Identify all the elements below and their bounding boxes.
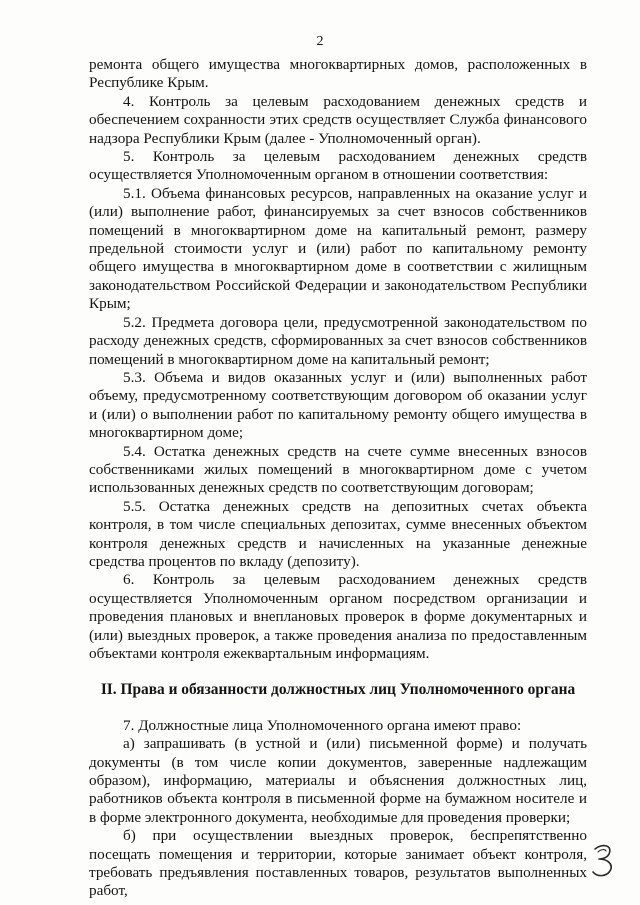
paragraphs-bottom xyxy=(89,717,587,901)
paragraph: 4. Контроль за целевым расходованием денежных средств и обеспечением сохранности этих средств осуществляет Служба финансового надзора Республики Крым (далее - Уполномоченный орган). xyxy=(89,92,587,147)
paragraphs-top xyxy=(89,56,587,663)
paragraph: ремонта общего имущества многоквартирных домов, расположенных в Республике Крым. xyxy=(89,56,587,92)
paragraph: 5. Контроль за целевым расходованием денежных средств осуществляется Уполномоченным органом в отношении соответствия: xyxy=(89,148,587,184)
paragraph: 6. Контроль за целевым расходованием денежных средств осуществляется Уполномоченным органом посредством организации и проведения плановых и внеплановых проверок в форме документарных и (или) выездных проверок, а также проведения анализа по предоставленным объектами контроля ежеквартальным информациям. xyxy=(89,571,587,662)
paragraph: а) запрашивать (в устной и (или) письменной форме) и получать документы (в том числе копии документов, заверенные надлежащим образом), информацию, материалы и объяснения должностных лиц, работников объекта контроля в письменной форме на бумажном носителе и в форме электронного документа, необходимые для проведения проверки; xyxy=(89,735,587,826)
paragraph: 5.1. Объема финансовых ресурсов, направленных на оказание услуг и (или) выполнение работ, финансируемых за счет взносов собственников помещений в многоквартирном доме на капитальный ремонт, размеру предельной стоимости услуг и (или) работ по капитальному ремонту общего имущества в многоквартирном доме в соответствии с жилищным законодательством Российской Федерации и законодательством Республики Крым; xyxy=(89,184,587,313)
handwritten-page-mark xyxy=(586,840,620,880)
paragraph: 5.2. Предмета договора цели, предусмотренной законодательством по расходу денежных средств, сформированных за счет взносов собственников помещений в многоквартирном доме на капитальный ремонт; xyxy=(89,313,587,368)
paragraph: 5.5. Остатка денежных средств на депозитных счетах объекта контроля, в том числе специальных депозитах, сумме внесенных объектом контроля денежных средств и начисленных на указанные денежные средства процентов по вкладу (депозиту). xyxy=(89,497,587,570)
document-body xyxy=(89,56,587,901)
paragraph: 7. Должностные лица Уполномоченного органа имеют право: xyxy=(123,716,522,734)
section-title: II. Права и обязанности должностных лиц Уполномоченного органа xyxy=(100,681,576,699)
paragraph: 5.4. Остатка денежных средств на счете сумме внесенных взносов собственниками жилых помещений в многоквартирном доме с учетом использованных денежных средств по соответствующим договорам; xyxy=(89,442,587,497)
page-number: 2 xyxy=(316,34,324,49)
paragraph: 5.3. Объема и видов оказанных услуг и (или) выполненных работ объему, предусмотренному соответствующим договором об оказании услуг и (или) о выполнении работ по капитальному ремонту общего имущества в многоквартирном доме; xyxy=(89,368,587,442)
paragraph: б) при осуществлении выездных проверок, беспрепятственно посещать помещения и территории, которые занимает объект контроля, требовать предъявления поставленных товаров, результатов выполненных работ, xyxy=(89,827,587,900)
